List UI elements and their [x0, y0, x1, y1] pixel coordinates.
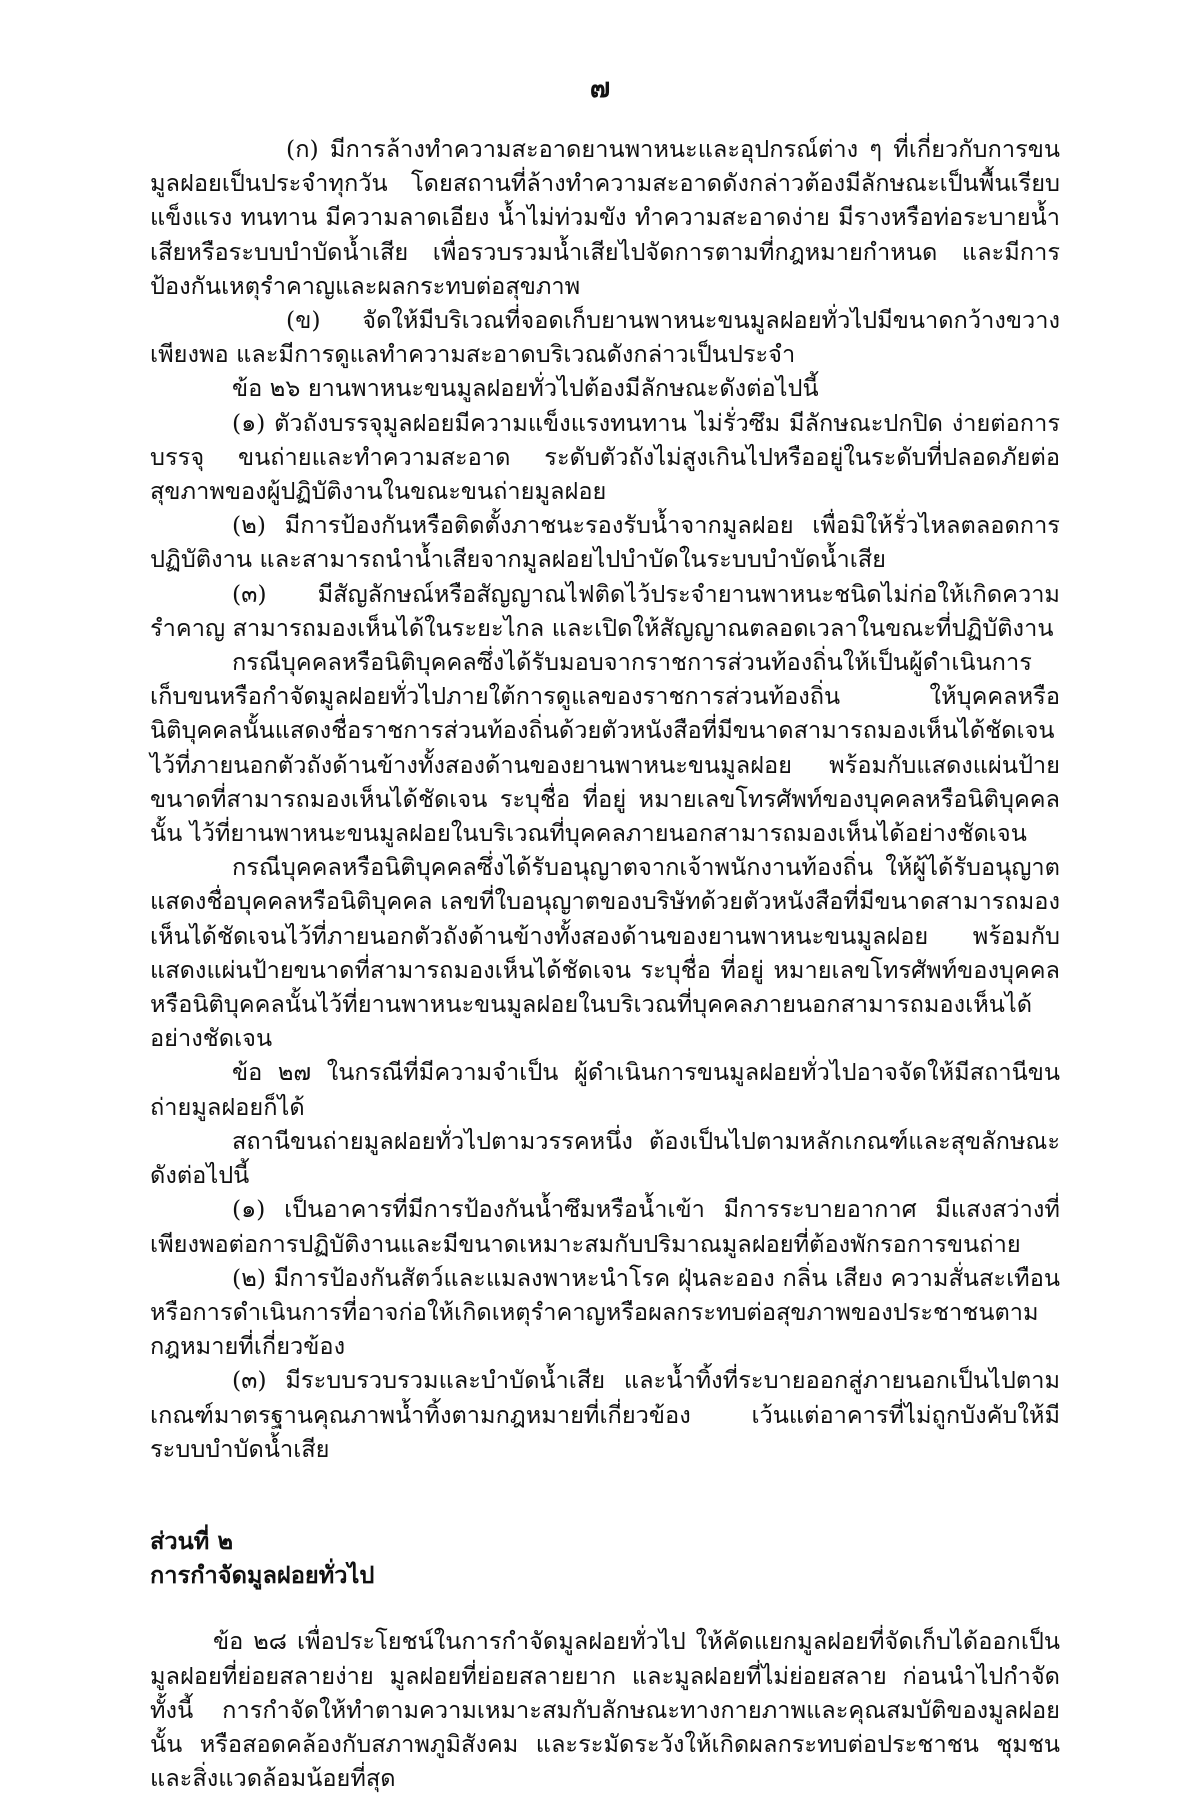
- paragraph-article-28: ข้อ ๒๘ เพื่อประโยชน์ในการกำจัดมูลฝอยทั่วไป ให้คัดแยกมูลฝอยที่จัดเก็บได้ออกเป็น มูลฝอยที่ย่อยสลายง่าย มูลฝอยที่ย่อยสลายยาก และมูลฝอยที่ไม่ย่อยสลาย ก่อนนำไปกำจัด ทั้งนี้ การกำจัดให้ทำตามความเหมาะสมกับลักษณะทางกายภาพและคุณสมบัติของมูลฝอยนั้น หรือสอดคล้องกับสภาพภูมิสังคม และระมัดระวังให้เกิดผลกระทบต่อประชาชน ชุมชน และสิ่งแวดล้อมน้อยที่สุด: [150, 1627, 1060, 1793]
- section-title-heading: การกำจัดมูลฝอยทั่วไป: [150, 1561, 375, 1590]
- section-number-heading: ส่วนที่ ๒: [150, 1526, 234, 1555]
- paragraph-article-27-item-3: (๓) มีระบบรวบรวมและบำบัดน้ำเสีย และน้ำทิ้งที่ระบายออกสู่ภายนอกเป็นไปตามเกณฑ์มาตรฐานคุณภาพน้ำทิ้งตามกฎหมายที่เกี่ยวข้อง เว้นแต่อาคารที่ไม่ถูกบังคับให้มีระบบบำบัดน้ำเสีย: [150, 1366, 1060, 1463]
- paragraph-article-26-item-1: (๑) ตัวถังบรรจุมูลฝอยมีความแข็งแรงทนทาน ไม่รั่วซึม มีลักษณะปกปิด ง่ายต่อการบรรจุ ขนถ่ายและทำความสะอาด ระดับตัวถังไม่สูงเกินไปหรืออยู่ในระดับที่ปลอดภัยต่อสุขภาพของผู้ปฏิบัติงานในขณะขนถ่ายมูลฝอย: [150, 408, 1060, 506]
- paragraph-clause-ka: (ก) มีการล้างทำความสะอาดยานพาหนะและอุปกรณ์ต่าง ๆ ที่เกี่ยวกับการขนมูลฝอยเป็นประจำทุกวัน โดยสถานที่ล้างทำความสะอาดดังกล่าวต้องมีลักษณะเป็นพื้นเรียบ แข็งแรง ทนทาน มีความลาดเอียง น้ำไม่ท่วมขัง ทำความสะอาดง่าย มีรางหรือท่อระบายน้ำเสียหรือระบบบำบัดน้ำเสีย เพื่อรวบรวมน้ำเสียไปจัดการตามที่กฎหมายกำหนด และมีการป้องกันเหตุรำคาญและผลกระทบต่อสุขภาพ: [150, 135, 1060, 300]
- section-spacer-2: [150, 1592, 1060, 1624]
- paragraph-article-26: ข้อ ๒๖ ยานพาหนะขนมูลฝอยทั่วไปต้องมีลักษณะดังต่อไปนี้: [232, 374, 819, 403]
- document-body: [150, 132, 1060, 1795]
- page-number: ๗: [589, 73, 611, 104]
- paragraph-article-27: ข้อ ๒๗ ในกรณีที่มีความจำเป็น ผู้ดำเนินการขนมูลฝอยทั่วไปอาจจัดให้มีสถานีขนถ่ายมูลฝอยก็ได้: [150, 1058, 1060, 1121]
- paragraph-article-27-item-2: (๒) มีการป้องกันสัตว์และแมลงพาหะนำโรค ฝุ่นละออง กลิ่น เสียง ความสั่นสะเทือน หรือการดำเนินการที่อาจก่อให้เกิดเหตุรำคาญหรือผลกระทบต่อสุขภาพของประชาชนตามกฎหมายที่เกี่ยวข้อง: [150, 1263, 1060, 1361]
- paragraph-article-27-station: สถานีขนถ่ายมูลฝอยทั่วไปตามวรรคหนึ่ง ต้องเป็นไปตามหลักเกณฑ์และสุขลักษณะดังต่อไปนี้: [150, 1126, 1060, 1190]
- paragraph-local-authority-case: กรณีบุคคลหรือนิติบุคคลซึ่งได้รับมอบจากราชการส่วนท้องถิ่นให้เป็นผู้ดำเนินการเก็บขนหรือกำจัดมูลฝอยทั่วไปภายใต้การดูแลของราชการส่วนท้องถิ่น ให้บุคคลหรือนิติบุคคลนั้นแสดงชื่อราชการส่วนท้องถิ่นด้วยตัวหนังสือที่มีขนาดสามารถมองเห็นได้ชัดเจนไว้ที่ภายนอกตัวถังด้านข้างทั้งสองด้านของยานพาหนะขนมูลฝอย พร้อมกับแสดงแผ่นป้ายขนาดที่สามารถมองเห็นได้ชัดเจน ระบุชื่อ ที่อยู่ หมายเลขโทรศัพท์ของบุคคลหรือนิติบุคคลนั้น ไว้ที่ยานพาหนะขนมูลฝอยในบริเวณที่บุคคลภายนอกสามารถมองเห็นได้อย่างชัดเจน: [150, 648, 1060, 848]
- paragraph-licensed-case: กรณีบุคคลหรือนิติบุคคลซึ่งได้รับอนุญาตจากเจ้าพนักงานท้องถิ่น ให้ผู้ได้รับอนุญาตแสดงชื่อบุคคลหรือนิติบุคคล เลขที่ใบอนุญาตของบริษัทด้วยตัวหนังสือที่มีขนาดสามารถมองเห็นได้ชัดเจนไว้ที่ภายนอกตัวถังด้านข้างทั้งสองด้านของยานพาหนะขนมูลฝอย พร้อมกับแสดงแผ่นป้ายขนาดที่สามารถมองเห็นได้ชัดเจน ระบุชื่อ ที่อยู่ หมายเลขโทรศัพท์ของบุคคลหรือนิติบุคคลนั้นไว้ที่ยานพาหนะขนมูลฝอยในบริเวณที่บุคคลภายนอกสามารถมองเห็นได้อย่างชัดเจน: [150, 853, 1060, 1053]
- paragraph-clause-kho: (ข) จัดให้มีบริเวณที่จอดเก็บยานพาหนะขนมูลฝอยทั่วไปมีขนาดกว้างขวางเพียงพอ และมีการดูแลทำความสะอาดบริเวณดังกล่าวเป็นประจำ: [150, 306, 1060, 369]
- section-spacer: [150, 1466, 1060, 1524]
- paragraph-article-27-item-1: (๑) เป็นอาคารที่มีการป้องกันน้ำซึมหรือน้ำเข้า มีการระบายอากาศ มีแสงสว่างที่เพียงพอต่อการปฏิบัติงานและมีขนาดเหมาะสมกับปริมาณมูลฝอยที่ต้องพักรอการขนถ่าย: [150, 1195, 1060, 1258]
- paragraph-article-26-item-2: (๒) มีการป้องกันหรือติดตั้งภาชนะรองรับน้ำจากมูลฝอย เพื่อมิให้รั่วไหลตลอดการปฏิบัติงาน และสามารถนำน้ำเสียจากมูลฝอยไปบำบัดในระบบบำบัดน้ำเสีย: [150, 511, 1060, 574]
- paragraph-article-26-item-3: (๓) มีสัญลักษณ์หรือสัญญาณไฟติดไว้ประจำยานพาหนะชนิดไม่ก่อให้เกิดความรำคาญ สามารถมองเห็นได้ในระยะไกล และเปิดให้สัญญาณตลอดเวลาในขณะที่ปฏิบัติงาน: [150, 579, 1060, 642]
